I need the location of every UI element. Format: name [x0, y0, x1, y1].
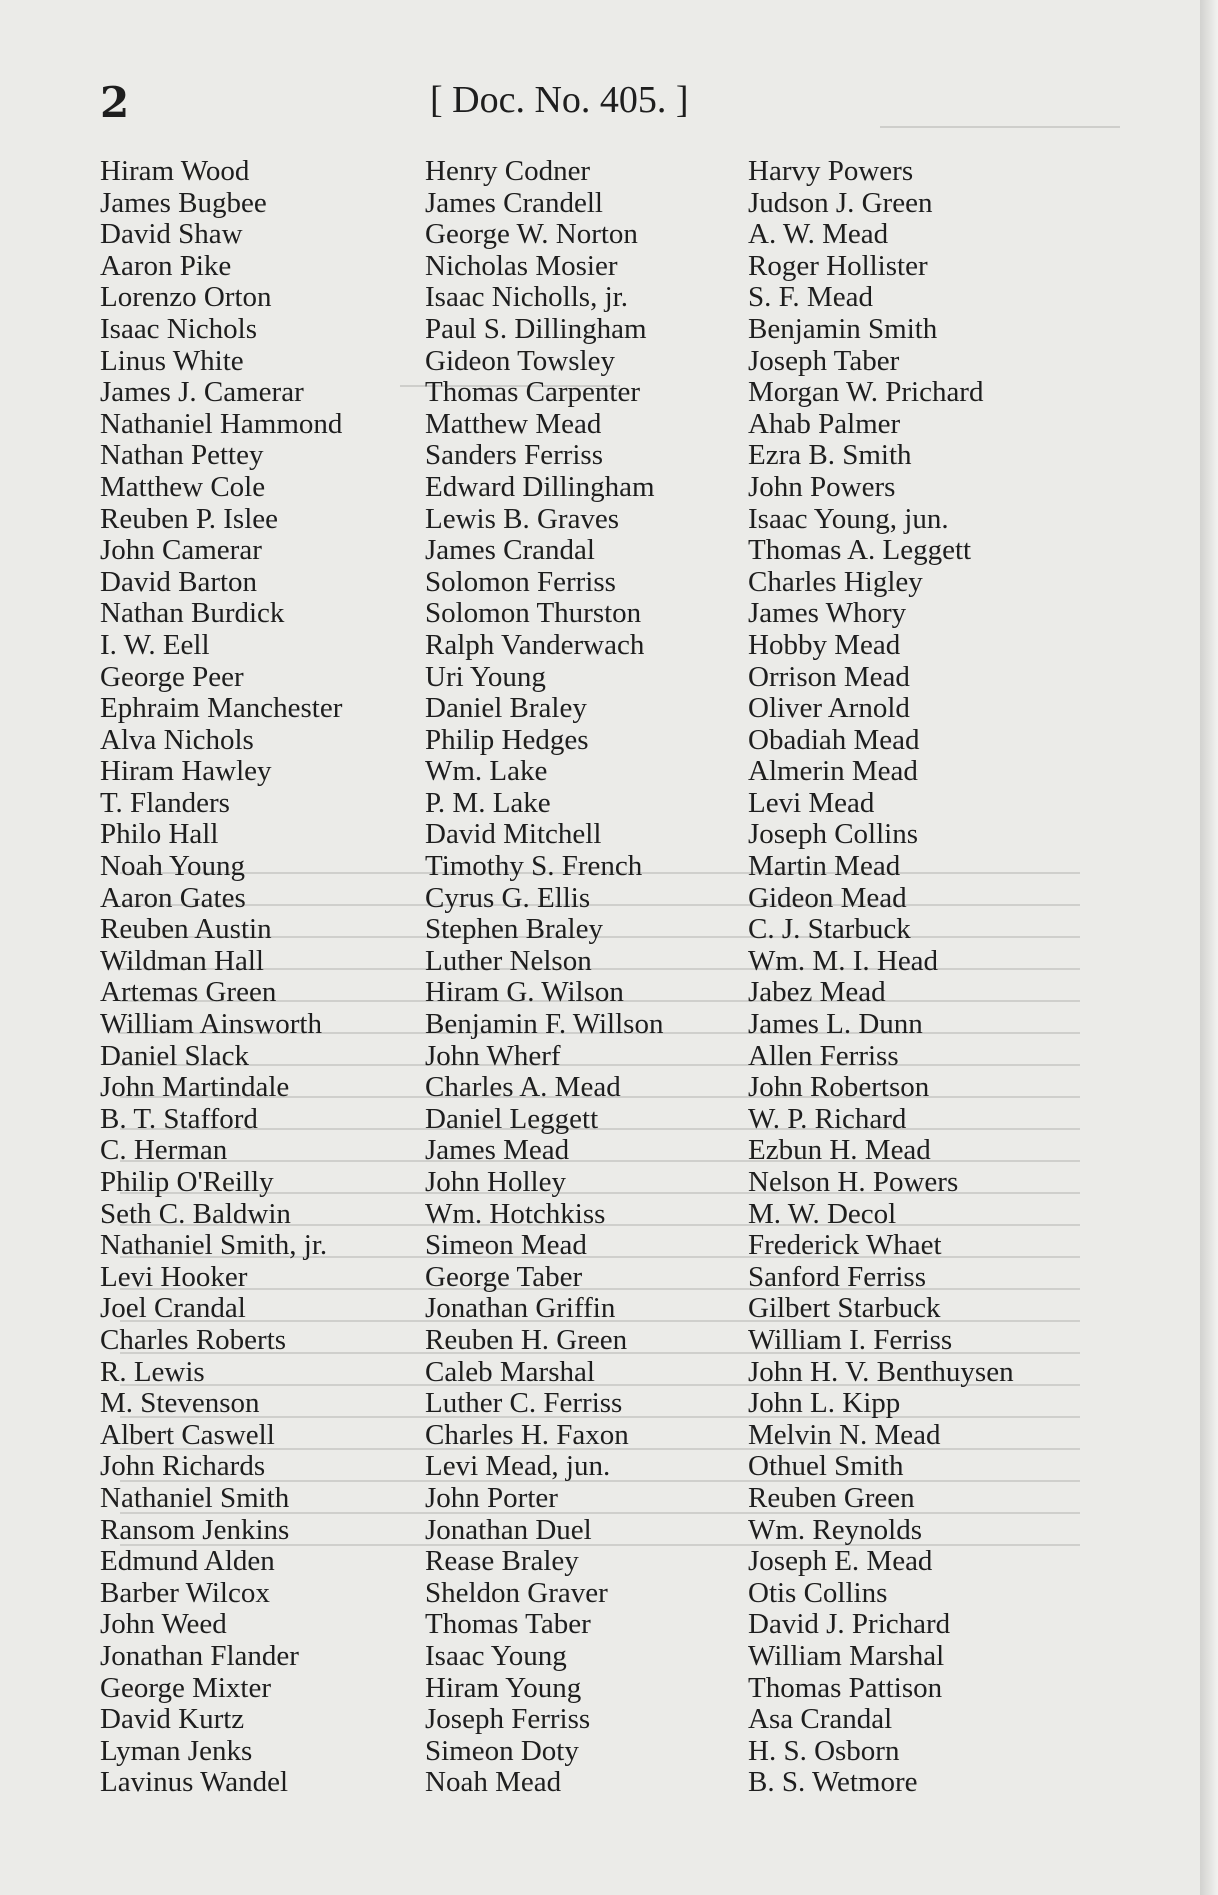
petitioner-name: H. S. Osborn: [748, 1734, 900, 1767]
petitioner-name: Henry Codner: [425, 155, 591, 187]
petitioner-name: Charles Roberts: [100, 1323, 287, 1356]
petitioner-name: Nelson H. Powers: [748, 1166, 959, 1198]
petitioner-name: James Whory: [748, 597, 907, 630]
petitioner-name: James Crandell: [425, 186, 603, 219]
petitioner-name: Obadiah Mead: [748, 723, 920, 756]
petitioner-name: M. Stevenson: [100, 1387, 260, 1420]
petitioner-name: David J. Prichard: [748, 1608, 951, 1641]
petitioner-name: Wm. M. I. Head: [748, 944, 939, 977]
petitioner-name: Edmund Alden: [100, 1545, 275, 1578]
petitioner-name: John Holley: [425, 1166, 566, 1198]
petitioner-name: Wildman Hall: [100, 944, 264, 977]
petitioner-name: Ezbun H. Mead: [748, 1134, 931, 1167]
petitioner-name: C. Herman: [100, 1134, 228, 1167]
petitioner-name: Rease Braley: [425, 1545, 579, 1578]
petitioner-name: P. M. Lake: [425, 786, 551, 819]
petitioner-name: James Mead: [425, 1134, 570, 1167]
petitioner-name: Isaac Young, jun.: [748, 502, 949, 535]
petitioner-name: John Richards: [100, 1450, 266, 1483]
signature-column-2: [425, 156, 663, 1799]
petitioner-name: Isaac Young: [425, 1639, 567, 1672]
petitioner-name: Alva Nichols: [100, 723, 254, 756]
petitioner-name: Roger Hollister: [748, 249, 928, 282]
petitioner-name: John Porter: [425, 1481, 558, 1514]
petitioner-name: Wm. Reynolds: [748, 1513, 922, 1546]
petitioner-name: Thomas Carpenter: [425, 376, 641, 409]
petitioner-name: David Kurtz: [100, 1703, 245, 1736]
petitioner-name: Lyman Jenks: [100, 1734, 253, 1767]
petitioner-name: Judson J. Green: [748, 186, 933, 219]
petitioner-name: Simeon Doty: [425, 1734, 579, 1767]
petitioner-name: Asa Crandal: [748, 1703, 893, 1736]
page-number: 2: [100, 78, 130, 127]
petitioner-name: Almerin Mead: [748, 755, 918, 788]
petitioner-name: Uri Young: [425, 660, 546, 693]
petitioner-name: Ahab Palmer: [748, 407, 901, 440]
petitioner-name: Daniel Slack: [100, 1039, 249, 1072]
document-reference: [ Doc. No. 405. ]: [430, 79, 689, 121]
petitioner-name: George W. Norton: [425, 218, 638, 251]
petitioner-name: Cyrus G. Ellis: [425, 881, 591, 914]
petitioner-name: James Bugbee: [100, 186, 267, 219]
petitioner-name: Linus White: [100, 344, 244, 377]
petitioner-name: Hiram Hawley: [100, 755, 272, 788]
petitioner-name: Ransom Jenkins: [100, 1513, 290, 1546]
petitioner-name: Jonathan Flander: [100, 1639, 299, 1672]
petitioner-name: Jonathan Griffin: [425, 1292, 616, 1325]
petitioner-name: Joseph Ferriss: [425, 1703, 591, 1736]
page-spine-shadow: [1200, 0, 1218, 1895]
petitioner-name: James Crandal: [425, 534, 595, 567]
petitioner-name: Daniel Braley: [425, 692, 587, 725]
petitioner-name: Hobby Mead: [748, 628, 901, 661]
petitioner-name: George Taber: [425, 1260, 583, 1293]
petitioner-name: William I. Ferriss: [748, 1323, 953, 1356]
petitioner-name: James J. Camerar: [100, 376, 304, 409]
petitioner-name: Sheldon Graver: [425, 1576, 608, 1609]
petitioner-name: Jabez Mead: [748, 976, 886, 1009]
petitioner-name: Philip Hedges: [425, 723, 589, 756]
petitioner-name: I. W. Eell: [100, 628, 210, 661]
petitioner-name: Isaac Nichols: [100, 312, 258, 345]
petitioner-name: Reuben Green: [748, 1481, 915, 1514]
petitioner-name: Gilbert Starbuck: [748, 1292, 941, 1325]
petitioner-name: Wm. Hotchkiss: [425, 1197, 606, 1230]
petitioner-name: B. S. Wetmore: [748, 1766, 918, 1799]
petitioner-name: M. W. Decol: [748, 1197, 897, 1230]
petitioner-name: Joseph E. Mead: [748, 1545, 933, 1578]
petitioner-name: John Powers: [748, 470, 896, 503]
petitioner-name: John H. V. Benthuysen: [748, 1355, 1014, 1388]
petitioner-name: Nicholas Mosier: [425, 249, 618, 282]
petitioner-name: Philip O'Reilly: [100, 1166, 274, 1198]
petitioner-name: Joseph Collins: [748, 818, 918, 851]
petitioner-name: Luther C. Ferriss: [425, 1387, 623, 1420]
petitioner-name: Levi Hooker: [100, 1260, 248, 1293]
petitioner-name: Sanders Ferriss: [425, 439, 604, 472]
petitioner-name: Charles Higley: [748, 565, 923, 598]
petitioner-name: Benjamin F. Willson: [425, 1008, 664, 1041]
petitioner-name: Martin Mead: [748, 850, 901, 883]
petitioner-name: Albert Caswell: [100, 1418, 275, 1451]
petitioner-name: Reuben H. Green: [425, 1323, 628, 1356]
petitioner-name: David Mitchell: [425, 818, 602, 851]
petitioner-name: Isaac Nicholls, jr.: [425, 281, 628, 314]
petitioner-name: Harvy Powers: [748, 155, 914, 187]
petitioner-name: Ralph Vanderwach: [425, 628, 645, 661]
petitioner-name: John Robertson: [748, 1071, 930, 1104]
petitioner-name: John Wherf: [425, 1039, 561, 1072]
petitioner-name: Otis Collins: [748, 1576, 888, 1609]
petitioner-name: Lewis B. Graves: [425, 502, 620, 535]
petitioner-name: Allen Ferriss: [748, 1039, 899, 1072]
petitioner-name: Lavinus Wandel: [100, 1766, 289, 1799]
petitioner-name: Wm. Lake: [425, 755, 548, 788]
petitioner-name: David Barton: [100, 565, 258, 598]
petitioner-name: Nathaniel Smith: [100, 1481, 290, 1514]
petitioner-name: Aaron Gates: [100, 881, 246, 914]
petitioner-name: B. T. Stafford: [100, 1102, 258, 1135]
petitioner-name: Paul S. Dillingham: [425, 312, 647, 345]
petitioner-name: Ephraim Manchester: [100, 692, 343, 725]
petitioner-name: Luther Nelson: [425, 944, 592, 977]
petitioner-name: George Peer: [100, 660, 244, 693]
petitioner-name: Nathan Pettey: [100, 439, 264, 472]
petitioner-name: Jonathan Duel: [425, 1513, 592, 1546]
petitioner-name: David Shaw: [100, 218, 243, 251]
petitioner-name: Gideon Mead: [748, 881, 907, 914]
petitioner-name: S. F. Mead: [748, 281, 873, 314]
petitioner-name: James L. Dunn: [748, 1008, 923, 1041]
petitioner-name: R. Lewis: [100, 1355, 205, 1388]
petitioner-name: W. P. Richard: [748, 1102, 907, 1135]
petitioner-name: William Marshal: [748, 1639, 945, 1672]
petitioner-name: Levi Mead, jun.: [425, 1450, 611, 1483]
petitioner-name: Hiram G. Wilson: [425, 976, 624, 1009]
petitioner-name: Benjamin Smith: [748, 312, 938, 345]
petitioner-name: Ezra B. Smith: [748, 439, 912, 472]
petitioner-name: Gideon Towsley: [425, 344, 615, 377]
signature-column-1: [100, 156, 342, 1799]
petitioner-name: Morgan W. Prichard: [748, 376, 984, 409]
petitioner-name: Othuel Smith: [748, 1450, 904, 1483]
petitioner-name: John L. Kipp: [748, 1387, 901, 1420]
petitioner-name: Noah Young: [100, 850, 246, 883]
signature-column-3: [748, 156, 1014, 1799]
petitioner-name: Barber Wilcox: [100, 1576, 270, 1609]
petitioner-name: Thomas Taber: [425, 1608, 591, 1641]
petitioner-name: Levi Mead: [748, 786, 875, 819]
petitioner-name: Stephen Braley: [425, 913, 603, 946]
petitioner-name: A. W. Mead: [748, 218, 889, 251]
petitioner-name: Solomon Ferriss: [425, 565, 616, 598]
petitioner-name: Charles A. Mead: [425, 1071, 621, 1104]
petitioner-name: Charles H. Faxon: [425, 1418, 629, 1451]
petitioner-name: Daniel Leggett: [425, 1102, 599, 1135]
petitioner-name: Reuben Austin: [100, 913, 272, 946]
petitioner-name: Frederick Whaet: [748, 1229, 942, 1262]
petitioner-name: Lorenzo Orton: [100, 281, 272, 314]
petitioner-name: Thomas Pattison: [748, 1671, 943, 1704]
petitioner-name: Joel Crandal: [100, 1292, 246, 1325]
petitioner-name: Aaron Pike: [100, 249, 232, 282]
bleed-through-top: [880, 92, 1120, 128]
petitioner-name: Nathaniel Smith, jr.: [100, 1229, 328, 1262]
petitioner-name: William Ainsworth: [100, 1008, 322, 1041]
petitioner-name: Thomas A. Leggett: [748, 534, 972, 567]
petitioner-name: Caleb Marshal: [425, 1355, 595, 1388]
petitioner-name: Sanford Ferriss: [748, 1260, 927, 1293]
petitioner-name: Solomon Thurston: [425, 597, 642, 630]
petitioner-name: Edward Dillingham: [425, 470, 655, 503]
petitioner-name: Reuben P. Islee: [100, 502, 278, 535]
petitioner-name: John Camerar: [100, 534, 262, 567]
petitioner-name: Orrison Mead: [748, 660, 910, 693]
petitioner-name: John Martindale: [100, 1071, 290, 1104]
petitioner-name: Hiram Young: [425, 1671, 582, 1704]
petitioner-name: T. Flanders: [100, 786, 230, 819]
petitioner-name: Noah Mead: [425, 1766, 562, 1799]
petitioner-name: Artemas Green: [100, 976, 277, 1009]
petitioner-name: Nathan Burdick: [100, 597, 285, 630]
petitioner-name: George Mixter: [100, 1671, 271, 1704]
petitioner-name: Matthew Mead: [425, 407, 602, 440]
petitioner-name: John Weed: [100, 1608, 227, 1641]
petitioner-name: Melvin N. Mead: [748, 1418, 941, 1451]
petitioner-name: Nathaniel Hammond: [100, 407, 343, 440]
petitioner-name: Timothy S. French: [425, 850, 643, 883]
petitioner-name: Philo Hall: [100, 818, 219, 851]
petitioner-name: Matthew Cole: [100, 470, 266, 503]
petitioner-name: Joseph Taber: [748, 344, 900, 377]
petitioner-name: Seth C. Baldwin: [100, 1197, 291, 1230]
petitioner-name: Simeon Mead: [425, 1229, 587, 1262]
petitioner-name: Hiram Wood: [100, 155, 250, 187]
petitioner-name: C. J. Starbuck: [748, 913, 911, 946]
petitioner-name: Oliver Arnold: [748, 692, 910, 725]
